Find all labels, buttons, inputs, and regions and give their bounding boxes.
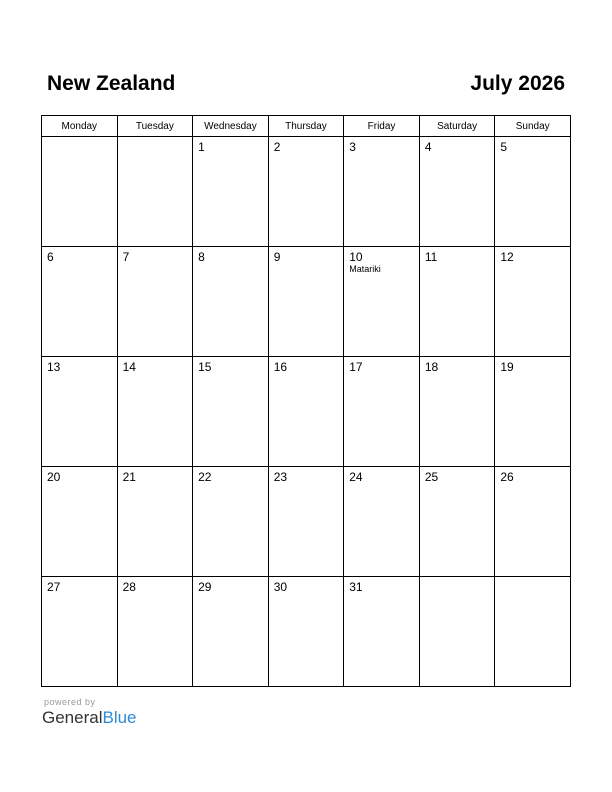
day-number: 12 [500, 250, 514, 264]
week-row [42, 357, 571, 467]
day-cell [495, 467, 571, 577]
day-cell [42, 247, 118, 357]
day-cell [193, 247, 269, 357]
country-title: New Zealand [47, 72, 176, 95]
day-cell [495, 247, 571, 357]
day-cell [268, 467, 344, 577]
calendar-grid [41, 115, 571, 687]
month-title: July 2026 [470, 72, 565, 95]
week-row [42, 137, 571, 247]
day-number: 7 [122, 250, 130, 264]
day-cell [419, 247, 495, 357]
day-number: 17 [349, 360, 363, 374]
day-number: 11 [424, 250, 438, 264]
day-number: 25 [424, 470, 439, 484]
day-number: 31 [349, 580, 363, 594]
day-number: 29 [198, 580, 212, 594]
day-number [420, 577, 495, 580]
day-number: 1 [198, 140, 205, 154]
weekday-header-row [42, 116, 571, 137]
day-cell [117, 467, 193, 577]
day-cell [42, 357, 118, 467]
day-number: 26 [500, 470, 514, 484]
day-number: 18 [424, 360, 439, 374]
day-cell [193, 467, 269, 577]
day-number: 10 [349, 250, 363, 264]
day-number: 13 [47, 360, 61, 374]
day-number: 30 [273, 580, 288, 594]
day-number: 8 [198, 250, 205, 264]
holiday-label: Matariki [349, 264, 381, 274]
day-number: 3 [349, 140, 356, 154]
day-cell [193, 137, 269, 247]
day-cell [268, 357, 344, 467]
day-number: 22 [198, 470, 212, 484]
day-number: 6 [47, 250, 54, 264]
day-number [42, 137, 117, 140]
day-number: 19 [500, 360, 514, 374]
day-cell [495, 357, 571, 467]
day-number: 15 [198, 360, 212, 374]
day-cell [193, 357, 269, 467]
logo-text-blue: Blue [102, 708, 137, 727]
day-number: 28 [122, 580, 136, 594]
day-number: 2 [273, 140, 281, 154]
day-cell [344, 577, 420, 687]
day-number: 14 [122, 360, 136, 374]
weekday-header: Wednesday [193, 116, 269, 137]
day-number: 4 [424, 140, 432, 154]
generalblue-logo[interactable] [42, 707, 137, 729]
logo-text-general: General [42, 708, 103, 727]
day-cell [495, 577, 571, 687]
day-number: 24 [349, 470, 363, 484]
day-cell [42, 137, 118, 247]
day-number: 16 [273, 360, 288, 374]
day-cell [117, 357, 193, 467]
weekday-header: Tuesday [117, 116, 193, 137]
day-number: 5 [500, 140, 508, 154]
day-cell [117, 577, 193, 687]
day-number: 20 [47, 470, 61, 484]
weekday-header: Thursday [268, 116, 344, 137]
day-cell [419, 467, 495, 577]
day-cell [344, 247, 420, 357]
day-cell [193, 577, 269, 687]
day-cell [117, 137, 193, 247]
day-cell [344, 357, 420, 467]
day-cell [42, 467, 118, 577]
day-number: 9 [273, 250, 281, 264]
day-cell [42, 577, 118, 687]
day-cell [495, 137, 571, 247]
week-row [42, 577, 571, 687]
weekday-header: Monday [42, 116, 118, 137]
day-number: 21 [122, 470, 136, 484]
powered-by-label: powered by [44, 697, 96, 707]
week-row [42, 247, 571, 357]
day-cell [419, 357, 495, 467]
day-cell [419, 577, 495, 687]
day-number [118, 137, 193, 140]
day-number: 23 [273, 470, 288, 484]
day-cell [268, 247, 344, 357]
day-cell [419, 137, 495, 247]
week-row [42, 467, 571, 577]
weekday-header: Sunday [495, 116, 571, 137]
day-cell [117, 247, 193, 357]
day-cell [268, 137, 344, 247]
day-cell [344, 137, 420, 247]
day-cell [344, 467, 420, 577]
day-number [495, 577, 570, 580]
day-cell [268, 577, 344, 687]
day-number: 27 [47, 580, 61, 594]
weekday-header: Friday [344, 116, 420, 137]
weekday-header: Saturday [419, 116, 495, 137]
